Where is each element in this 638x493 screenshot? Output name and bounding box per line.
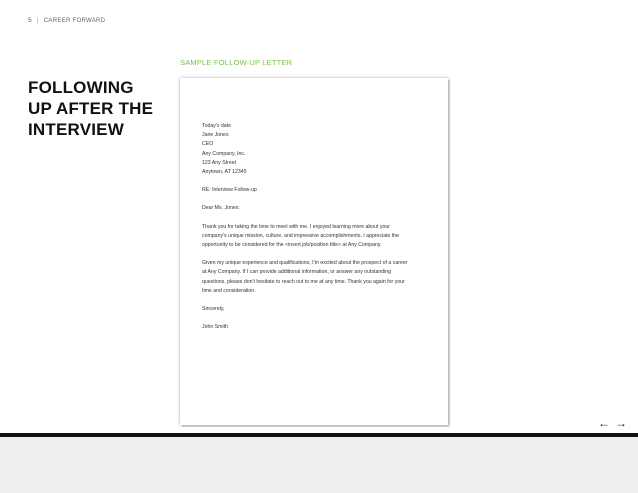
letter-line: Given my unique experience and qualifications, I'm excited about the prospect of a career	[202, 260, 408, 267]
letter-line: company's unique mission, culture, and impressive accomplishments. I appreciate the	[202, 232, 400, 239]
sample-letter-page	[180, 78, 448, 425]
letter-line: at Any Company. If I can provide additional information, or answer any outstanding	[202, 269, 392, 276]
footer-band	[0, 437, 638, 493]
header-separator: |	[36, 17, 39, 24]
letter-line: Jane Jones	[202, 132, 229, 139]
letter-line: CEO	[202, 141, 214, 148]
letter-line: questions, please don't hesitate to reach out to me at any time. Thank you again for your	[202, 278, 405, 285]
letter-blank-line	[202, 214, 427, 223]
title-line: UP AFTER THE	[28, 99, 154, 118]
letter-line: 123 Any Street	[202, 159, 237, 166]
letter-line: John Smith	[202, 324, 228, 331]
section-label: SAMPLE FOLLOW-UP LETTER	[180, 58, 293, 67]
letter-blank-line	[202, 177, 427, 186]
page-number: 5	[28, 17, 32, 24]
letter-blank-line	[202, 195, 427, 204]
letter-line: Today's date	[202, 123, 231, 129]
letter-line: Any Company, Inc.	[202, 150, 246, 157]
letter-line: RE: Interview Follow-up	[202, 187, 257, 194]
page-title	[28, 77, 168, 140]
letter-line: Dear Ms. Jones:	[202, 205, 240, 212]
letter-line: Sincerely,	[202, 306, 225, 313]
letter-line: opportunity to be considered for the <insert job/position title> at Any Company.	[202, 242, 382, 249]
publication-name: CAREER FORWARD	[43, 17, 106, 24]
title-line: INTERVIEW	[28, 120, 124, 139]
letter-blank-line	[202, 250, 427, 259]
letter-line: Thank you for taking the time to meet with me. I enjoyed learning more about your	[202, 223, 391, 230]
letter-blank-line	[202, 314, 427, 323]
next-page-arrow-icon[interactable]: →	[615, 416, 627, 430]
letter-body	[202, 122, 427, 332]
letter-blank-line	[202, 296, 427, 305]
letter-line: Anytown, AT 12345	[202, 169, 247, 176]
page-header	[28, 17, 105, 24]
letter-line: time and consideration.	[202, 287, 256, 294]
page-navigation	[598, 416, 627, 430]
title-line: FOLLOWING	[28, 78, 134, 97]
previous-page-arrow-icon[interactable]: ←	[598, 416, 610, 430]
